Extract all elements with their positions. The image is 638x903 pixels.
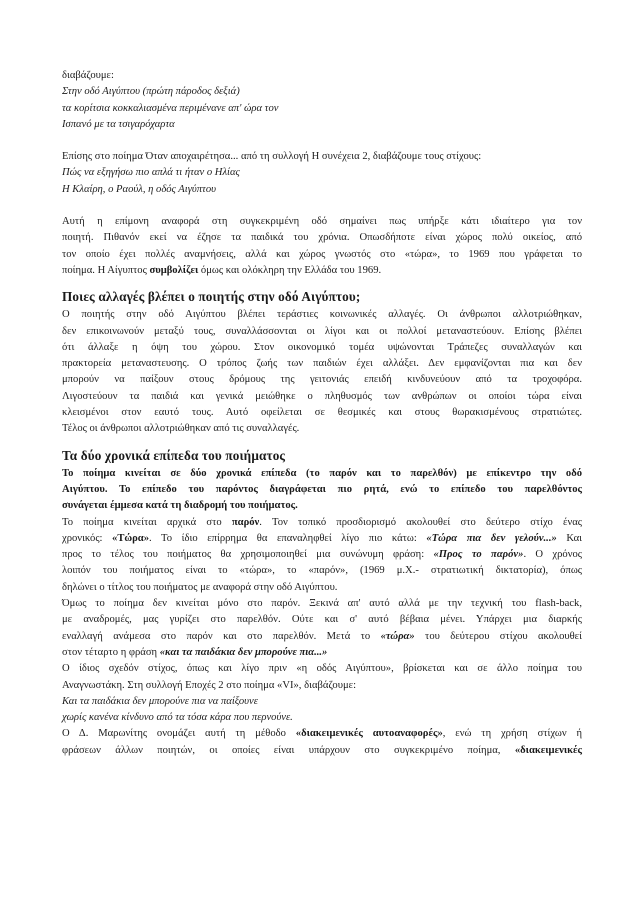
paragraph-line: στον τέταρτο η φράση «και τα παιδάκια δεν μπορούνε πια...»: [62, 646, 328, 658]
paragraph-line: συνάγεται έμμεσα κατά τη διαδρομή του ποιήματος.: [62, 500, 298, 512]
section-heading: Ποιες αλλαγές βλέπει ο ποιητής στην οδό Αιγύπτου;: [62, 289, 361, 305]
verse-line: Πώς να εξηγήσω πιο απλά τι ήταν ο Ηλίας: [62, 167, 240, 179]
verse-line: Στην οδό Αιγύπτου (πρώτη πάροδος δεξιά): [62, 86, 240, 98]
verse-line: Ισπανό με τα τσιγαρόχαρτα: [62, 118, 175, 130]
verse-line: τα κορίτσια κοκκαλιασμένα περιμένανε απ' ώρα τον: [62, 102, 279, 114]
verse-line: Και τα παιδάκια δεν μπορούνε πια να παίξουνε: [62, 695, 258, 707]
verse-line: Η Κλαίρη, ο Ραούλ, η οδός Αιγύπτου: [62, 183, 217, 195]
paragraph-line: φράσεων άλλων ποιητών, οι οποίες είναι υπάρχουν στο συγκεκριμένο ποίημα, «διακειμενικές: [62, 744, 582, 756]
paragraph-line: δεν επικοινωνούν μεταξύ τους, συναλλάσσονται οι λίγοι και οι πολλοί μεταναστεύουν. Επίσης βλέπει: [62, 325, 582, 337]
paragraph-line: Τέλος οι άνθρωποι αλλοτριώθηκαν από τις συναλλαγές.: [62, 423, 300, 435]
paragraph-line: ποιητή. Πιθανόν εκεί να έζησε τα παιδικά του χρόνια. Οπωσδήποτε είναι χώρος πολύ οικείος, από: [62, 232, 582, 244]
paragraph-line: δηλώνει ο τίτλος του ποιήματος με αναφορά στην οδό Αιγύπτου.: [62, 581, 338, 593]
paragraph-line: χρονικός: «Τώρα». Το ίδιο επίρρημα θα επαναληφθεί λίγο πιο κάτω: «Τώρα πια δεν γελούν...» Και: [62, 532, 583, 544]
paragraph-line: Ο Δ. Μαρωνίτης ονομάζει αυτή τη μέθοδο «διακειμενικές αυτοαναφορές», ενώ τη χρήση στίχων ή: [62, 728, 583, 740]
paragraph-text: Επίσης στο ποίημα Όταν αποχαιρέτησα... από τη συλλογή Η συνέχεια 2, διαβάζουμε τους στίχους:: [62, 151, 482, 163]
paragraph-line: εναλλαγή ανάμεσα στο παρόν και στο παρελθόν. Μετά το «τώρα» του δεύτερου στίχου ακολουθεί: [62, 630, 582, 642]
paragraph-line: λοιπόν του ποιήματος είναι το «τώρα», το «παρόν», (1969 μ.Χ.- στρατιωτική δικτατορία), όπως: [62, 565, 582, 577]
paragraph-line: Όμως το ποίημα δεν κινείται μόνο στο παρόν. Ξεκινά απ' αυτό αλλά με την τεχνική του flash-back,: [62, 598, 582, 610]
paragraph-line: Ο ίδιος σχεδόν στίχος, όπως και λίγο πριν «η οδός Αιγύπτου», βρίσκεται και σε άλλο ποίημα του: [62, 663, 582, 675]
paragraph-line: Αυτή η επίμονη αναφορά στη συγκεκριμένη οδό σημαίνει πως υπήρξε κάτι ιδιαίτερο για τον: [62, 216, 582, 228]
paragraph-line: Αιγύπτου. Το επίπεδο του παρόντος διαγράφεται πιο ρητά, ενώ το επίπεδο του παρελθόντος: [62, 483, 582, 495]
paragraph-line: Αναγνωστάκη. Στη συλλογή Εποχές 2 στο ποίημα «VI», διαβάζουμε:: [62, 679, 357, 691]
emphasis: συμβολίζει: [149, 264, 199, 276]
paragraph-line: Ο ποιητής στην οδό Αιγύπτου βλέπει τεράστιες κοινωνικές αλλαγές. Οι άνθρωποι αλλοτριώθηκαν,: [62, 309, 582, 321]
paragraph-line: ότι άλλαξε η όψη του χώρου. Στον οικονομικό τομέα υψώνονται Τράπεζες συναλλαγών και: [62, 341, 582, 353]
paragraph-line: κλεισμένοι στον εαυτό τους. Αυτό οφείλεται σε θεσμικές και στους θωρακισμένους στρατιώτες.: [62, 407, 582, 419]
paragraph-line: προς το τέλος του ποιήματος θα χρησιμοποιηθεί μια συνώνυμη φράση: «Προς το παρόν». Ο χρόνος: [62, 549, 582, 561]
paragraph-line: τον οποίο έχει πολλές αναμνήσεις, αλλά και χώρος γνωστός στο «τώρα», το 1969 που γράφεται το: [62, 248, 582, 260]
paragraph-line: μπορούν να παίξουν στους δρόμους της γειτονιάς επειδή κινδυνεύουν από τα τροχοφόρα.: [62, 374, 582, 386]
intro-lead: διαβάζουμε:: [62, 70, 114, 81]
paragraph-line: Λιγοστεύουν τα παιδιά και γενικά μειώθηκε ο πληθυσμός των ανθρώπων οι οποίοι τώρα είναι: [62, 390, 582, 402]
section-heading: Τα δύο χρονικά επίπεδα του ποιήματος: [62, 447, 286, 463]
paragraph-line: με αναδρομές, μας γυρίζει στο παρελθόν. Ούτε και σ' αυτό βέβαια μένει. Υπάρχει μια διαρκής: [62, 614, 582, 626]
paragraph-line: πρακτορεία μεταναστευσης. Ο τρόπος ζωής των παιδιών έχει αλλάξει. Δεν εμφανίζονται πια και δεν: [62, 358, 582, 370]
verse-line: χωρίς κανένα κίνδυνο από τα τόσα κάρα που περνούνε.: [62, 712, 293, 724]
paragraph-line: Το ποίημα κινείται σε δύο χρονικά επίπεδα (το παρόν και το παρελθόν) με επίκεντρο την οδό: [62, 467, 582, 479]
paragraph-line: Το ποίημα κινείται αρχικά στο παρόν. Τον τοπικό προσδιορισμό ακολουθεί στο δεύτερο στίχο ένας: [62, 516, 582, 528]
paragraph-line: ποίημα. Η Αίγυπτος συμβολίζει όμως και ολόκληρη την Ελλάδα του 1969.: [62, 264, 382, 276]
